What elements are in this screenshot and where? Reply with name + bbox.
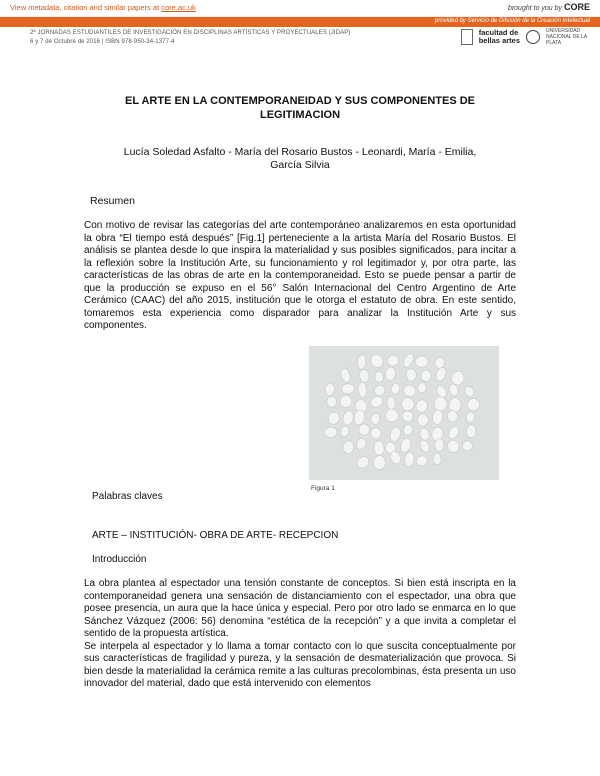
conference-date-isbn: 6 y 7 de Octubre de 2016 | ISBN 978-950-34-1377-4: [30, 39, 175, 45]
ceramic-piece: [375, 371, 384, 383]
intro-paragraph-1: La obra plantea al espectador una tensión constante de conceptos. Si bien está inscripta en la contemporaneidad genera una sensación de distanciamiento con el espectador, una obra que posee presencia, un aura que la hace única y especial. Pero por otro lado se enmarca en lo que Sánchez Vázquez (2006: 56) denomina “estética de la recepción” y a que invita a completar el sentido de la propuesta artística.: [84, 578, 516, 639]
provided-by-text: provided by Servicio de Difusión de la Creación Intelectual: [434, 18, 590, 24]
ceramic-piece: [418, 382, 427, 392]
metadata-link[interactable]: [10, 3, 196, 12]
ceramic-piece: [327, 397, 337, 408]
secretaria-logo: [461, 29, 473, 45]
unlp-seal-icon: [526, 30, 540, 44]
ceramic-piece: [433, 454, 441, 465]
core-logo: CORE: [563, 2, 590, 12]
intro-heading: Introducción: [92, 554, 147, 565]
metadata-link-text: View metadata, citation and similar papers at: [10, 3, 160, 12]
unlp-logo: UNIVERSIDAD NACIONAL DE LA PLATA: [546, 28, 587, 46]
intro-body: [84, 578, 516, 691]
keywords-heading: Palabras claves: [92, 491, 163, 502]
ceramic-pieces-photo: [309, 346, 499, 480]
provider-bar: [0, 17, 600, 27]
conference-title: 2ª JORNADAS ESTUDIANTILES DE INVESTIGACIÓN EN DISCIPLINAS ARTÍSTICAS Y PROYECTUALES (JIDAP): [30, 30, 351, 36]
intro-paragraph-2: Se interpela al espectador y lo llama a tomar contacto con lo que suscita conceptualmente por sus características de fragilidad y pureza, y la sensación de desmaterialización que provoca. Si bien desde la materialidad la cerámica remite a las culturas precolombinas, ésta presenta un uso innovador del material, dado que está intervenido con elementos: [84, 640, 516, 689]
core-badge[interactable]: [508, 2, 590, 12]
ceramic-piece: [371, 413, 380, 424]
paper-authors: Lucía Soledad Asfalto - María del Rosario Bustos - Leonardi, María - Emilia, García Silvia: [123, 146, 477, 171]
figure-caption: Figura 1: [311, 485, 335, 492]
institution-logos: [461, 28, 588, 46]
keywords-list: ARTE – INSTITUCIÓN- OBRA DE ARTE- RECEPCION: [92, 530, 339, 541]
fba-logo: facultad de bellas artes: [478, 28, 520, 45]
top-banner: [0, 0, 600, 17]
brought-to-you-text: brought to you by: [507, 5, 563, 12]
figure-1-image: [309, 346, 499, 480]
abstract-text: Con motivo de revisar las categorías del arte contemporáneo analizaremos en esta oportunidad la obra “El tiempo está después” [Fig.1] perteneciente a la artista María del Rosario Bustos. El análisis se plantea desde lo que inspira la materialidad y sus posibles significados, para incitar a la reflexión sobre la Institución Arte, su funcionamiento y rol legitimador y, por otra parte, las características de las obras de arte en la contemporaneidad. Esto se puede pensar a partir de que la producción se expuso en el 56° Salón Internacional del Centro Argentino de Arte Cerámico (CAAC) del año 2015, institución que le otorga el estatuto de obra. En este sentido, tomaremos esta experiencia como disparador para analizar la Institución Arte y sus componentes.: [84, 220, 516, 331]
conference-header: [30, 29, 350, 47]
paper-title: EL ARTE EN LA CONTEMPORANEIDAD Y SUS COMPONENTES DE LEGITIMACION: [124, 95, 475, 121]
core-domain-link[interactable]: core.ac.uk: [161, 3, 196, 12]
resumen-heading: Resumen: [90, 195, 135, 207]
